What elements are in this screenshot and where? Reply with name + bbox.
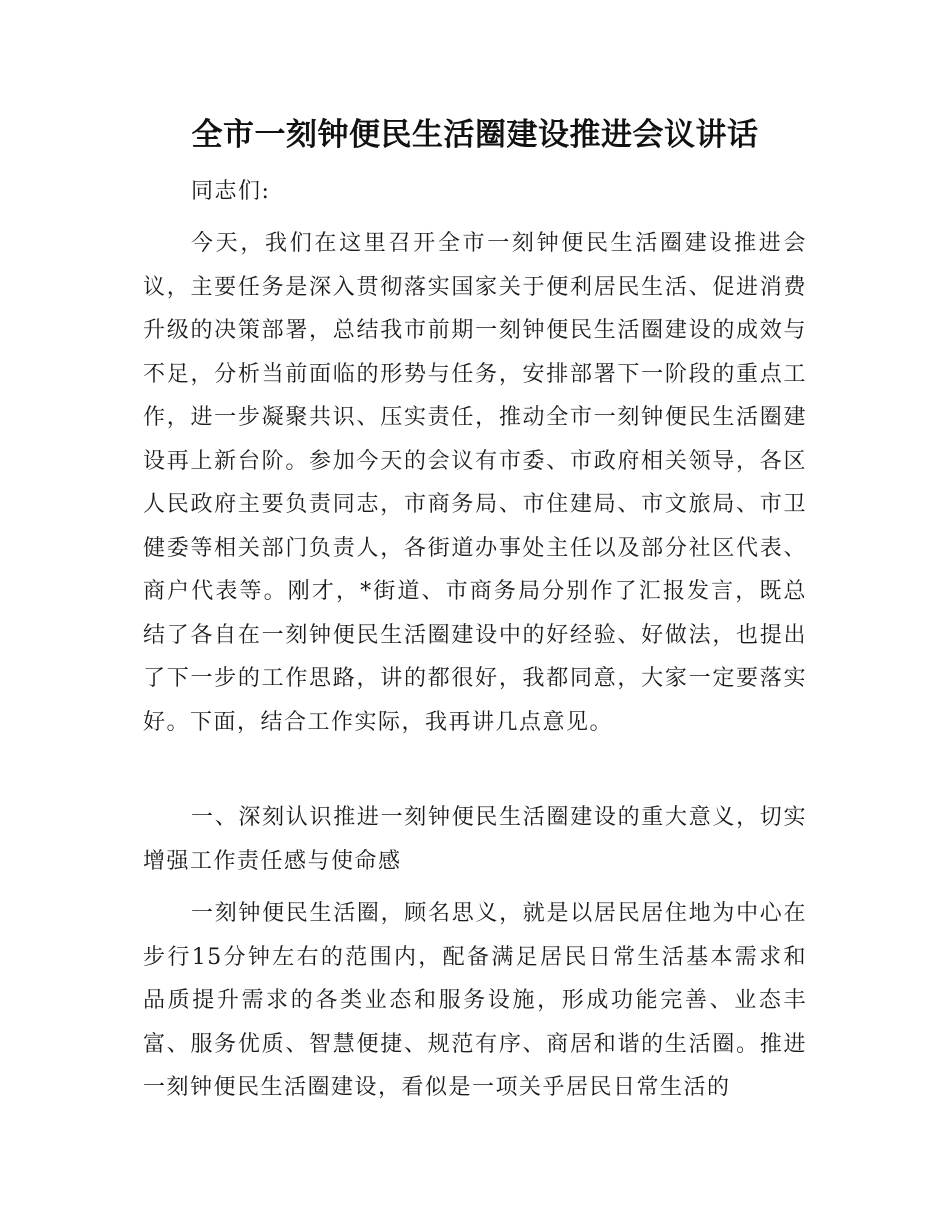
paragraph-intro: 今天，我们在这里召开全市一刻钟便民生活圈建设推进会议，主要任务是深入贯彻落实国家关于便利居民生活、促进消费升级的决策部署，总结我市前期一刻钟便民生活圈建设的成效与不足，分析当前面临的形势与任务，安排部署下一阶段的重点工作，进一步凝聚共识、压实责任，推动全市一刻钟便民生活圈建设再上新台阶。参加今天的会议有市委、市政府相关领导，各区人民政府主要负责同志，市商务局、市住建局、市文旅局、市卫健委等相关部门负责人，各街道办事处主任以及部分社区代表、商户代表等。刚才，*街道、市商务局分别作了汇报发言，既总结了各自在一刻钟便民生活圈建设中的好经验、好做法，也提出了下一步的工作思路，讲的都很好，我都同意，大家一定要落实好。下面，结合工作实际，我再讲几点意见。	[143, 231, 807, 735]
section-heading-1: 一、深刻认识推进一刻钟便民生活圈建设的重大意义，切实增强工作责任感与使命感	[143, 805, 807, 874]
document-title: 全市一刻钟便民生活圈建设推进会议讲话	[191, 117, 759, 153]
paragraph-section-1: 一刻钟便民生活圈，顾名思义，就是以居民居住地为中心在步行15分钟左右的范围内，配备满足居民日常生活基本需求和品质提升需求的各类业态和服务设施，形成功能完善、业态丰富、服务优质、智慧便捷、规范有序、商居和谐的生活圈。推进一刻钟便民生活圈建设，看似是一项关乎居民日常生活的	[143, 901, 807, 1100]
greeting: 同志们:	[191, 179, 271, 204]
